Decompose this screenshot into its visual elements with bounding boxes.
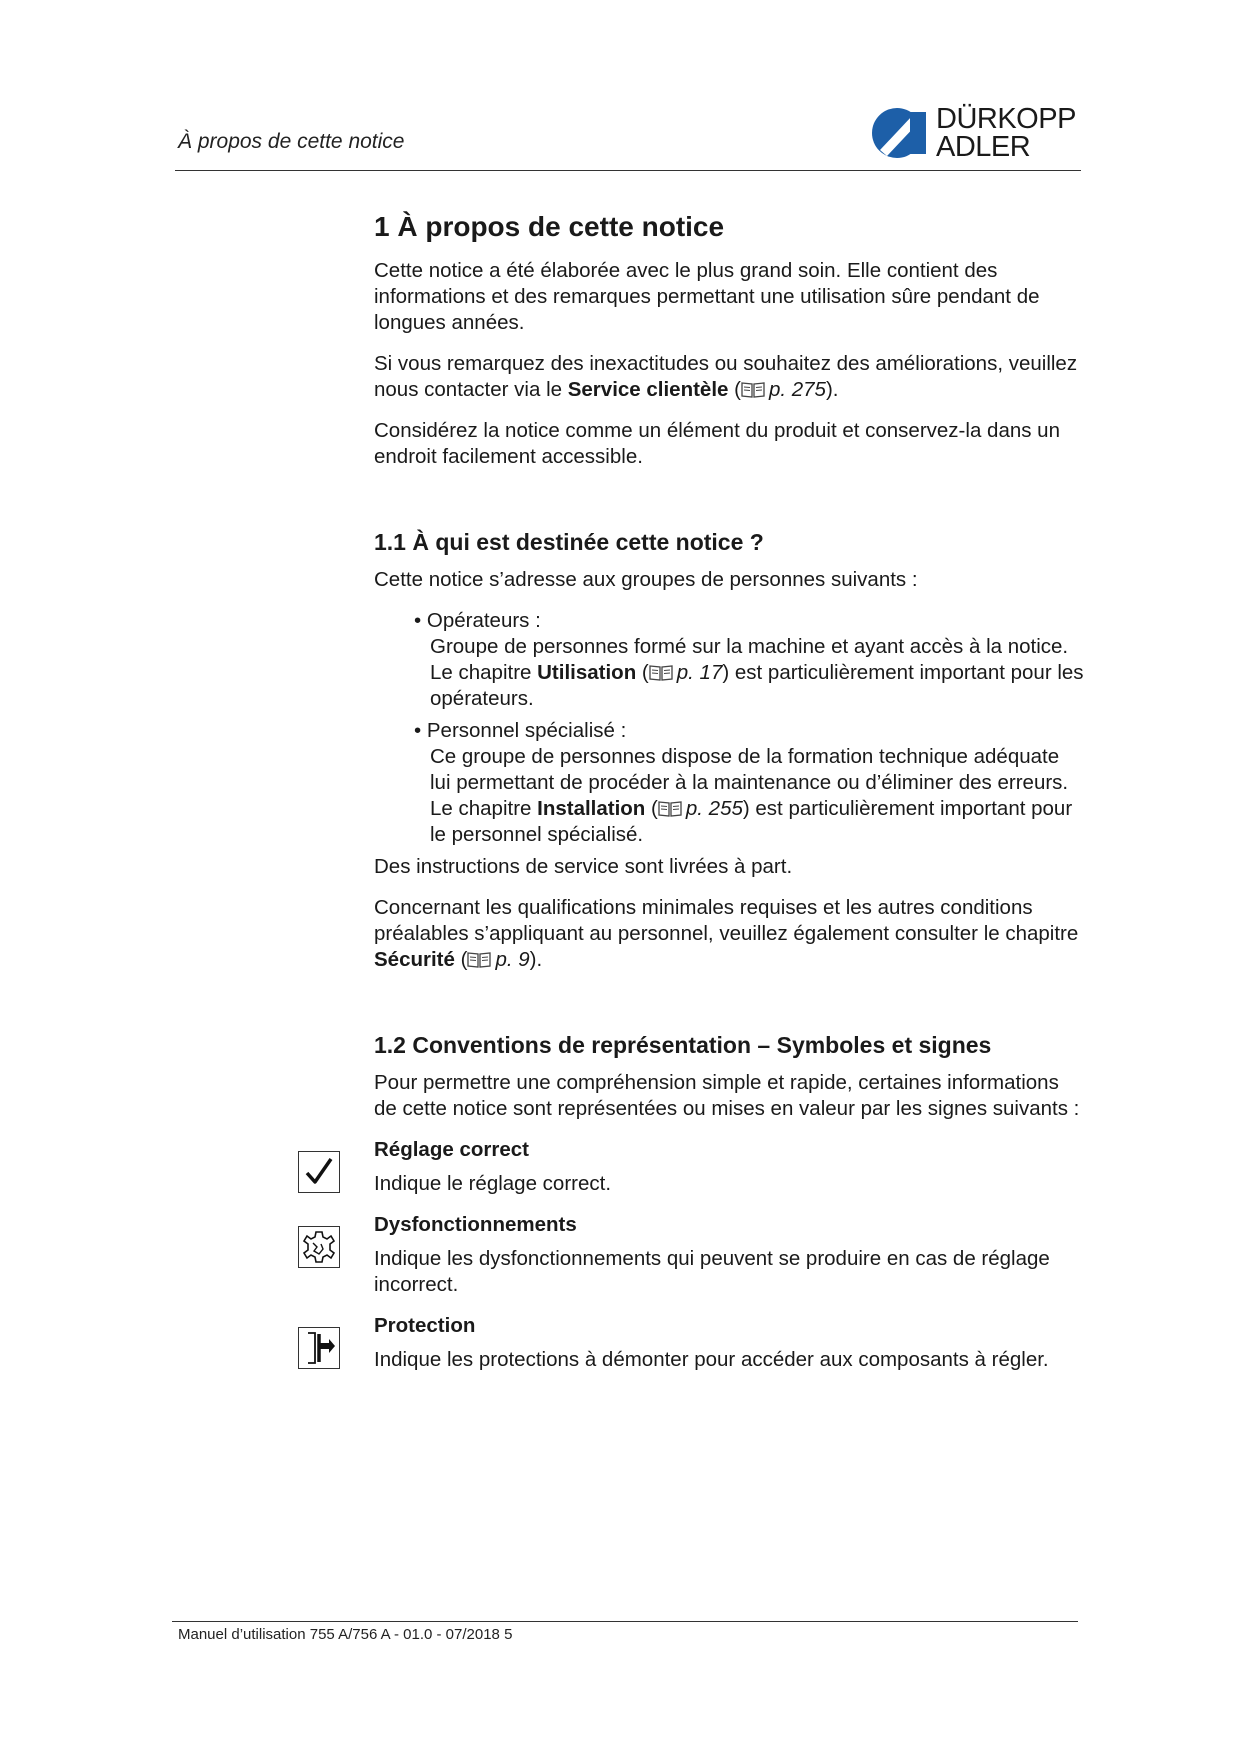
page-reference[interactable]: p. 17 bbox=[676, 661, 723, 684]
header-rule bbox=[175, 170, 1081, 171]
footer-rule bbox=[172, 1621, 1078, 1622]
paragraph: Pour permettre une compréhension simple et rapide, certaines informations de cette notice sont représentées ou mises en valeur par les signes suivants : bbox=[374, 1071, 1080, 1120]
running-header-title: À propos de cette notice bbox=[178, 130, 405, 153]
logo-line-1: DÜRKOPP bbox=[936, 103, 1076, 135]
book-icon bbox=[658, 800, 682, 817]
text-span: est particulièrement important pour les opérateurs. bbox=[430, 661, 1084, 710]
symbol-title: Réglage correct bbox=[374, 1138, 529, 1161]
list-item-body: Ce groupe de personnes dispose de la formation technique adéquate lui permettant de procéder à la maintenance ou d’éliminer des erreurs. Le chapitre Installation ( p. 255) est particulièrement important pour le personnel spécialisé. bbox=[430, 745, 1073, 846]
protection-cover-icon bbox=[298, 1327, 340, 1369]
audience-list bbox=[374, 608, 1084, 848]
text-span: Ce groupe de personnes dispose de la formation technique adéquate lui permettant de procéder à la maintenance ou d’éliminer des erreurs. Le chapitre bbox=[430, 745, 1069, 820]
page-reference[interactable]: p. 275 bbox=[768, 378, 826, 401]
brand-logo bbox=[866, 104, 1086, 162]
list-item-body: Groupe de personnes formé sur la machine et ayant accès à la notice. Le chapitre Utilisation ( p. 17) est particulièrement important pour les opérateurs. bbox=[430, 635, 1084, 710]
list-item bbox=[414, 718, 1084, 848]
logo-line-2: ADLER bbox=[936, 131, 1031, 163]
chapter-link-securite[interactable]: Sécurité bbox=[374, 948, 455, 971]
brand-logo-icon bbox=[866, 104, 932, 162]
symbol-entry bbox=[374, 1313, 1084, 1373]
paragraph: Cette notice a été élaborée avec le plus grand soin. Elle contient des informations et des remarques permettant une utilisation sûre pendant de longues années. bbox=[374, 259, 1040, 334]
text-span: Groupe de personnes formé sur la machine et ayant accès à la notice. Le chapitre bbox=[430, 635, 1069, 684]
paragraph: Des instructions de service sont livrées à part. bbox=[374, 855, 793, 878]
book-icon bbox=[649, 664, 673, 681]
paragraph: Cette notice s’adresse aux groupes de personnes suivants : bbox=[374, 568, 918, 591]
symbol-description: Indique le réglage correct. bbox=[374, 1172, 612, 1195]
symbol-title: Dysfonctionnements bbox=[374, 1213, 577, 1236]
chapter-link-service[interactable]: Service clientèle bbox=[567, 378, 729, 401]
malfunction-gear-icon bbox=[298, 1226, 340, 1268]
text-span: est particulièrement important pour le personnel spécialisé. bbox=[430, 797, 1073, 846]
symbol-entry bbox=[374, 1212, 1084, 1298]
paragraph: Si vous remarquez des inexactitudes ou souhaitez des améliorations, veuillez nous contacter via le Service clientèle ( p. 275). bbox=[374, 352, 1078, 401]
paragraph: Concernant les qualifications minimales requises et les autres conditions préalables s’appliquant au personnel, veuillez également consulter le chapitre Sécurité ( p. 9). bbox=[374, 896, 1079, 971]
symbol-title: Protection bbox=[374, 1314, 476, 1337]
list-item-head: • Personnel spécialisé : bbox=[414, 718, 1084, 744]
text-span: Si vous remarquez des inexactitudes ou souhaitez des améliorations, veuillez nous contacter via le bbox=[374, 352, 1078, 401]
page-reference[interactable]: p. 255 bbox=[685, 797, 743, 820]
chapter-link-utilisation[interactable]: Utilisation bbox=[537, 661, 637, 684]
page-reference[interactable]: p. 9 bbox=[495, 948, 530, 971]
section-heading-1-2: 1.2 Conventions de représentation – Symboles et signes bbox=[374, 1032, 992, 1058]
chapter-link-installation[interactable]: Installation bbox=[537, 797, 646, 820]
section-heading-1-1: 1.1 À qui est destinée cette notice ? bbox=[374, 529, 764, 555]
checkmark-icon bbox=[298, 1151, 340, 1193]
list-item bbox=[414, 608, 1084, 712]
book-icon bbox=[741, 381, 765, 398]
book-icon bbox=[467, 951, 491, 968]
symbol-description: Indique les dysfonctionnements qui peuvent se produire en cas de réglage incorrect. bbox=[374, 1247, 1050, 1296]
symbol-description: Indique les protections à démonter pour accéder aux composants à régler. bbox=[374, 1348, 1049, 1371]
symbol-entry bbox=[374, 1137, 1084, 1197]
page-content bbox=[374, 210, 1084, 1388]
section-heading-1: 1 À propos de cette notice bbox=[374, 211, 725, 242]
list-item-head: • Opérateurs : bbox=[414, 608, 1084, 634]
paragraph: Considérez la notice comme un élément du produit et conservez-la dans un endroit facilement accessible. bbox=[374, 419, 1060, 468]
page-footer: Manuel d’utilisation 755 A/756 A - 01.0 - 07/2018 5 bbox=[178, 1626, 513, 1643]
text-span: Concernant les qualifications minimales requises et les autres conditions préalables s’appliquant au personnel, veuillez également consulter le chapitre bbox=[374, 896, 1079, 945]
